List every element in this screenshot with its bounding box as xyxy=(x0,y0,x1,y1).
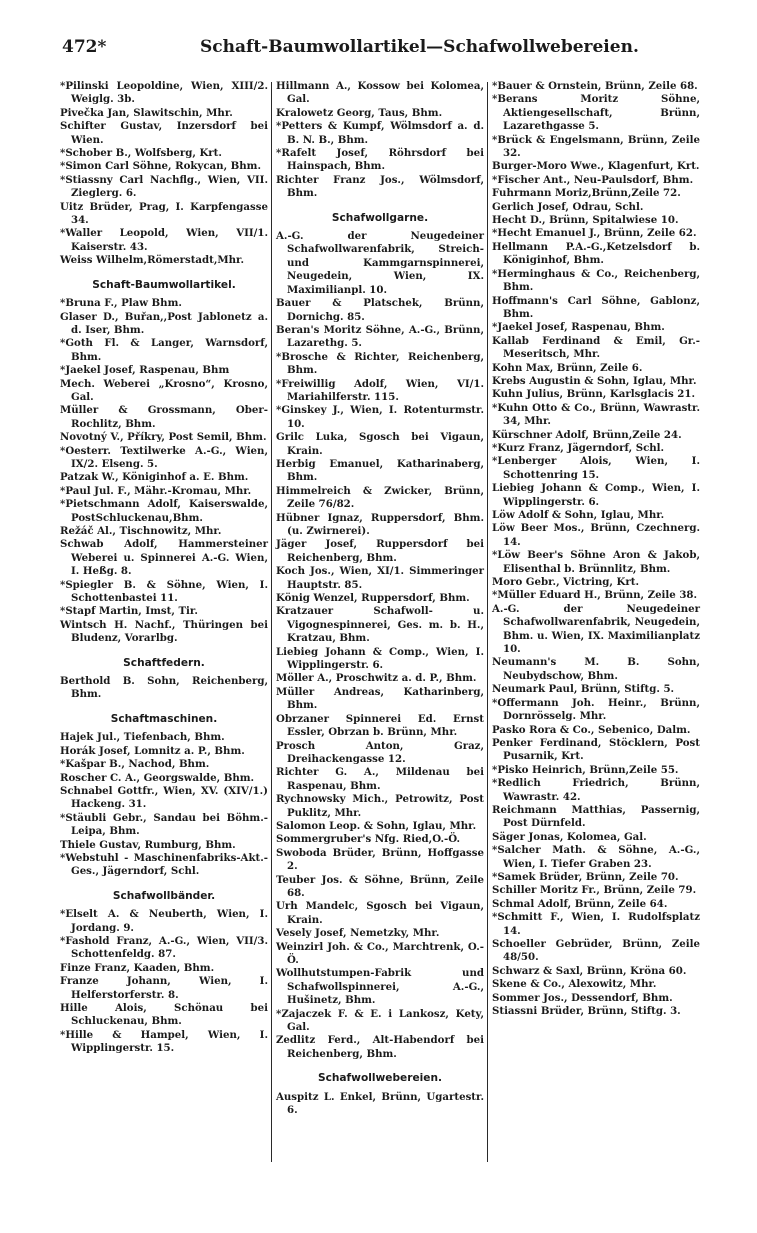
directory-entry: Reichmann Matthias, Passernig, Post Dürnfeld. xyxy=(492,803,700,830)
directory-entry: *Hille & Hampel, Wien, I. Wipplingerstr. 15. xyxy=(60,1028,268,1055)
directory-entry: Weinzirl Joh. & Co., Marchtrenk, O.-Ö. xyxy=(276,940,484,966)
directory-entry: Salomon Leop. & Sohn, Iglau, Mhr. xyxy=(276,819,477,832)
section-heading: Schafwollbänder. xyxy=(112,889,216,902)
column-1 xyxy=(60,80,268,1056)
directory-entry: *Goth Fl. & Langer, Warnsdorf, Bhm. xyxy=(60,337,268,363)
directory-entry: *Stäubli Gebr., Sandau bei Böhm.-Leipa, Bhm. xyxy=(60,811,268,838)
directory-entry: Löw Adolf & Sohn, Iglau, Mhr. xyxy=(492,509,665,521)
directory-entry: Jäger Josef, Ruppersdorf bei Reichenberg, Bhm. xyxy=(276,538,484,564)
directory-entry: Horák Josef, Lomnitz a. P., Bhm. xyxy=(60,744,245,757)
directory-entry: *Stiassny Carl Nachflg., Wien, VII. Zieglerg. 6. xyxy=(60,173,268,200)
section-heading: Schaftmaschinen. xyxy=(110,712,218,725)
directory-entry: Novotný V., Příkry, Post Semil, Bhm. xyxy=(60,431,267,444)
directory-entry: Schiller Moritz Fr., Brünn, Zeile 79. xyxy=(492,884,697,897)
directory-entry: Stiassni Brüder, Brünn, Stiftg. 3. xyxy=(492,1005,681,1018)
directory-entry: Liebieg Johann & Comp., Wien, I. Wipplingerstr. 6. xyxy=(492,482,700,508)
directory-entry: Prosch Anton, Graz, Dreihackengasse 12. xyxy=(276,739,484,765)
directory-entry: Hecht D., Brünn, Spitalwiese 10. xyxy=(492,214,679,227)
directory-entry: Hille Alois, Schönau bei Schluckenau, Bhm. xyxy=(60,1002,268,1028)
directory-entry: Kratzauer Schafwoll- u. Vigognespinnerei, Ges. m. b. H., Kratzau, Bhm. xyxy=(276,605,484,645)
directory-entry: König Wenzel, Ruppersdorf, Bhm. xyxy=(276,592,470,605)
directory-entry: Teuber Jos. & Söhne, Brünn, Zeile 68. xyxy=(276,873,484,899)
directory-entry: Bauer & Platschek, Brünn, Dornichg. 85. xyxy=(276,297,484,323)
directory-entry: Herbig Emanuel, Katharinaberg, Bhm. xyxy=(276,457,484,484)
directory-entry: Finze Franz, Kaaden, Bhm. xyxy=(60,961,215,974)
directory-entry: A.-G. der Neugedeiner Schafwollwarenfabrik, Neugedein, Bhm. u. Wien, IX. Maximilianplatz 10. xyxy=(492,602,700,656)
directory-entry: Skene & Co., Alexowitz, Mhr. xyxy=(492,978,657,991)
directory-entry: *Kašpar B., Nachod, Bhm. xyxy=(60,758,210,771)
directory-entry: Urh Mandelc, Sgosch bei Vigaun, Krain. xyxy=(276,900,484,926)
directory-entry: Schifter Gustav, Inzersdorf bei Wien. xyxy=(60,120,268,146)
directory-entry: Vesely Josef, Nemetzky, Mhr. xyxy=(276,927,440,940)
section-heading: Schaft-Baumwollartikel. xyxy=(92,278,236,291)
directory-entry: *Zajaczek F. & E. i Lankosz, Kety, Gal. xyxy=(276,1007,484,1034)
directory-entry: Grilc Luka, Sgosch bei Vigaun, Krain. xyxy=(276,431,484,457)
directory-entry: Kuhn Julius, Brünn, Karlsglacis 21. xyxy=(492,388,695,401)
directory-entry: *Brosche & Richter, Reichenberg, Bhm. xyxy=(276,350,484,377)
directory-entry: *Hecht Emanuel J., Brünn, Zeile 62. xyxy=(492,227,697,240)
directory-entry: *Bauer & Ornstein, Brünn, Zeile 68. xyxy=(492,80,698,92)
directory-entry: Wintsch H. Nachf., Thüringen bei Bludenz, Vorarlbg. xyxy=(60,618,268,645)
directory-entry: Säger Jonas, Kolomea, Gal. xyxy=(492,830,647,843)
directory-entry: Pasko Rora & Co., Sebenico, Dalm. xyxy=(492,723,691,736)
page-title: Schaft-Baumwollartikel—Schafwollwebereien. xyxy=(200,37,639,57)
directory-entry: Hübner Ignaz, Ruppersdorf, Bhm. (u. Zwirnerei). xyxy=(276,511,484,537)
directory-entry: Weiss Wilhelm,Römerstadt,Mhr. xyxy=(60,254,245,267)
directory-entry: Mech. Weberei „Krosno“, Krosno, Gal. xyxy=(60,377,268,403)
directory-entry: Uitz Brüder, Prag, I. Karpfengasse 34. xyxy=(60,200,268,227)
directory-entry: Penker Ferdinand, Stöcklern, Post Pusarnik, Krt. xyxy=(492,736,700,763)
directory-entry: Swoboda Brüder, Brünn, Hoffgasse 2. xyxy=(276,846,484,873)
directory-entry: Müller & Grossmann, Ober-Rochlitz, Bhm. xyxy=(60,404,268,430)
column-2 xyxy=(276,80,484,1117)
directory-entry: Krebs Augustin & Sohn, Iglau, Mhr. xyxy=(492,374,697,387)
section-heading: Schafwollwebereien. xyxy=(317,1072,443,1085)
directory-entry: *Bruna F., Plaw Bhm. xyxy=(60,297,182,310)
directory-entry: Schwarz & Saxl, Brünn, Kröna 60. xyxy=(492,964,687,977)
column-divider xyxy=(271,82,272,1162)
directory-entry: Hellmann P.A.-G.,Ketzelsdorf b. Königinhof, Bhm. xyxy=(492,240,700,267)
directory-entry: Auspitz L. Enkel, Brünn, Ugartestr. 6. xyxy=(276,1090,484,1117)
column-3 xyxy=(492,80,700,1018)
directory-entry: Patzak W., Königinhof a. E. Bhm. xyxy=(60,471,249,484)
directory-entry: *Lenberger Alois, Wien, I. Schottenring 15. xyxy=(492,455,700,481)
directory-entry: Liebieg Johann & Comp., Wien, I. Wipplingerstr. 6. xyxy=(276,645,484,672)
directory-entry: Richter G. A., Mildenau bei Raspenau, Bhm. xyxy=(276,766,484,792)
directory-entry: *Müller Eduard H., Brünn, Zeile 38. xyxy=(492,589,698,602)
directory-entry: Burger-Moro Wwe., Klagenfurt, Krt. xyxy=(492,160,700,173)
directory-entry: Himmelreich & Zwicker, Brünn, Zeile 76/82. xyxy=(276,484,484,511)
directory-entry: *Waller Leopold, Wien, VII/1. Kaiserstr. 43. xyxy=(60,227,268,253)
directory-entry: *Salcher Math. & Söhne, A.-G., Wien, I. Tiefer Graben 23. xyxy=(492,844,700,870)
directory-entry: Rychnowsky Mich., Petrowitz, Post Puklitz, Mhr. xyxy=(276,793,484,819)
directory-entry: Moro Gebr., Victring, Krt. xyxy=(492,576,639,589)
directory-entry: Sommer Jos., Dessendorf, Bhm. xyxy=(492,991,673,1004)
directory-entry: Wollhutstumpen-Fabrik und Schafwollspinnerei, A.-G., Hušinetz, Bhm. xyxy=(276,967,484,1007)
directory-entry: Sommergruber's Nfg. Ried,O.-Ö. xyxy=(276,833,461,846)
directory-entry: Fuhrmann Moriz,Brünn,Zeile 72. xyxy=(492,187,681,200)
section-heading: Schaftfedern. xyxy=(123,656,205,669)
directory-entry: *Schober B., Wolfsberg, Krt. xyxy=(60,147,222,160)
directory-entry: *Pisko Heinrich, Brünn,Zeile 55. xyxy=(492,763,679,776)
directory-entry: Hillmann A., Kossow bei Kolomea, Gal. xyxy=(276,80,484,106)
directory-entry: Režáč Al., Tischnowitz, Mhr. xyxy=(60,525,222,537)
directory-entry: Richter Franz Jos., Wölmsdorf, Bhm. xyxy=(276,173,484,200)
directory-entry: Neumark Paul, Brünn, Stiftg. 5. xyxy=(492,683,675,696)
directory-entry: *Elselt A. & Neuberth, Wien, I. Jordang. 9. xyxy=(60,908,268,934)
directory-entry: *Oesterr. Textilwerke A.-G., Wien, IX/2. Elseng. 5. xyxy=(60,444,268,470)
section-heading: Schafwollgarne. xyxy=(331,211,429,224)
directory-entry: Beran's Moritz Söhne, A.-G., Brünn, Lazarethg. 5. xyxy=(276,323,484,350)
directory-entry: Löw Beer Mos., Brünn, Czechnerg. 14. xyxy=(492,522,700,548)
directory-entry: Roscher C. A., Georgswalde, Bhm. xyxy=(60,771,255,784)
directory-entry: *Spiegler B. & Söhne, Wien, I. Schottenbastei 11. xyxy=(60,578,268,605)
directory-entry: *Petters & Kumpf, Wölmsdorf a. d. B. N. B., Bhm. xyxy=(276,120,484,146)
directory-entry: *Löw Beer's Söhne Aron & Jakob, Elisenthal b. Brünnlitz, Bhm. xyxy=(492,549,700,575)
directory-entry: Kallab Ferdinand & Emil, Gr.-Meseritsch, Mhr. xyxy=(492,334,700,361)
directory-entry: Schwab Adolf, Hammersteiner Weberei u. Spinnerei A.-G. Wien, I. Heßg. 8. xyxy=(60,538,268,578)
directory-entry: *Schmitt F., Wien, I. Rudolfsplatz 14. xyxy=(492,911,700,937)
directory-entry: Zedlitz Ferd., Alt-Habendorf bei Reichenberg, Bhm. xyxy=(276,1034,484,1060)
directory-entry: A.-G. der Neugedeiner Schafwollwarenfabrik, Streich- und Kammgarnspinnerei, Neugedein, Wien, IX. Maximilianpl. 10. xyxy=(276,230,484,296)
directory-entry: *Fischer Ant., Neu-Paulsdorf, Bhm. xyxy=(492,173,694,186)
directory-entry: Koch Jos., Wien, XI/1. Simmeringer Hauptstr. 85. xyxy=(276,565,484,591)
directory-entry: *Herminghaus & Co., Reichenberg, Bhm. xyxy=(492,267,700,294)
directory-entry: Kohn Max, Brünn, Zeile 6. xyxy=(492,361,643,374)
directory-entry: *Pilinski Leopoldine, Wien, XIII/2. Weiglg. 3b. xyxy=(60,80,268,106)
directory-entry: Müller Andreas, Katharinberg, Bhm. xyxy=(276,685,484,712)
directory-entry: *Samek Brüder, Brünn, Zeile 70. xyxy=(492,870,679,883)
directory-entry: *Brück & Engelsmann, Brünn, Zeile 32. xyxy=(492,133,700,160)
directory-entry: Hajek Jul., Tiefenbach, Bhm. xyxy=(60,731,225,744)
directory-entry: Schnabel Gottfr., Wien, XV. (XIV/1.) Hackeng. 31. xyxy=(60,784,268,811)
directory-entry: *Redlich Friedrich, Brünn, Wawrastr. 42. xyxy=(492,777,700,803)
directory-entry: Kürschner Adolf, Brünn,Zeile 24. xyxy=(492,428,682,441)
directory-entry: *Berans Moritz Söhne, Aktiengesellschaft, Brünn, Lazarethgasse 5. xyxy=(492,93,700,133)
directory-entry: Thiele Gustav, Rumburg, Bhm. xyxy=(60,838,236,851)
directory-entry: *Simon Carl Söhne, Rokycan, Bhm. xyxy=(60,160,262,173)
directory-entry: *Paul Jul. F., Mähr.-Kromau, Mhr. xyxy=(60,484,252,497)
directory-entry: Berthold B. Sohn, Reichenberg, Bhm. xyxy=(60,675,268,701)
page-number: 472* xyxy=(62,37,107,57)
directory-entry: *Pietschmann Adolf, Kaiserswalde, PostSchluckenau,Bhm. xyxy=(60,498,268,524)
directory-entry: *Ginskey J., Wien, I. Rotenturmstr. 10. xyxy=(276,404,484,430)
directory-entry: *Kurz Franz, Jägerndorf, Schl. xyxy=(492,441,665,454)
directory-entry: Möller A., Proschwitz a. d. P., Bhm. xyxy=(276,672,477,685)
directory-entry: *Stapf Martin, Imst, Tir. xyxy=(60,605,198,618)
directory-entry: *Webstuhl - Maschinenfabriks-Akt.-Ges., Jägerndorf, Schl. xyxy=(60,851,268,878)
directory-entry: Hoffmann's Carl Söhne, Gablonz, Bhm. xyxy=(492,294,700,320)
directory-entry: Schoeller Gebrüder, Brünn, Zeile 48/50. xyxy=(492,938,700,964)
directory-entry: Pivečka Jan, Slawitschin, Mhr. xyxy=(60,106,233,119)
directory-entry: *Freiwillig Adolf, Wien, VI/1. Mariahilferstr. 115. xyxy=(276,377,484,403)
directory-entry: Gerlich Josef, Odrau, Schl. xyxy=(492,200,644,213)
directory-entry: *Jaekel Josef, Raspenau, Bhm. xyxy=(492,321,665,334)
column-divider xyxy=(487,82,488,1162)
directory-entry: Glaser D., Buřan,,Post Jablonetz a. d. Iser, Bhm. xyxy=(60,310,268,336)
directory-entry: *Offermann Joh. Heinr., Brünn, Dornrösselg. Mhr. xyxy=(492,696,700,723)
directory-entry: Kralowetz Georg, Taus, Bhm. xyxy=(276,106,443,119)
directory-entry: Obrzaner Spinnerei Ed. Ernst Essler, Obrzan b. Brünn, Mhr. xyxy=(276,712,484,739)
directory-entry: *Fashold Franz, A.-G., Wien, VII/3. Schottenfeldg. 87. xyxy=(60,934,268,961)
directory-entry: Neumann's M. B. Sohn, Neubydschow, Bhm. xyxy=(492,656,700,682)
directory-entry: *Jaekel Josef, Raspenau, Bhm xyxy=(60,364,230,377)
directory-entry: Franze Johann, Wien, I. Helferstorferstr. 8. xyxy=(60,975,268,1001)
directory-entry: *Rafelt Josef, Röhrsdorf bei Hainspach, Bhm. xyxy=(276,147,484,173)
directory-entry: Schmal Adolf, Brünn, Zeile 64. xyxy=(492,897,668,910)
directory-entry: *Kuhn Otto & Co., Brünn, Wawrastr. 34, Mhr. xyxy=(492,401,700,428)
